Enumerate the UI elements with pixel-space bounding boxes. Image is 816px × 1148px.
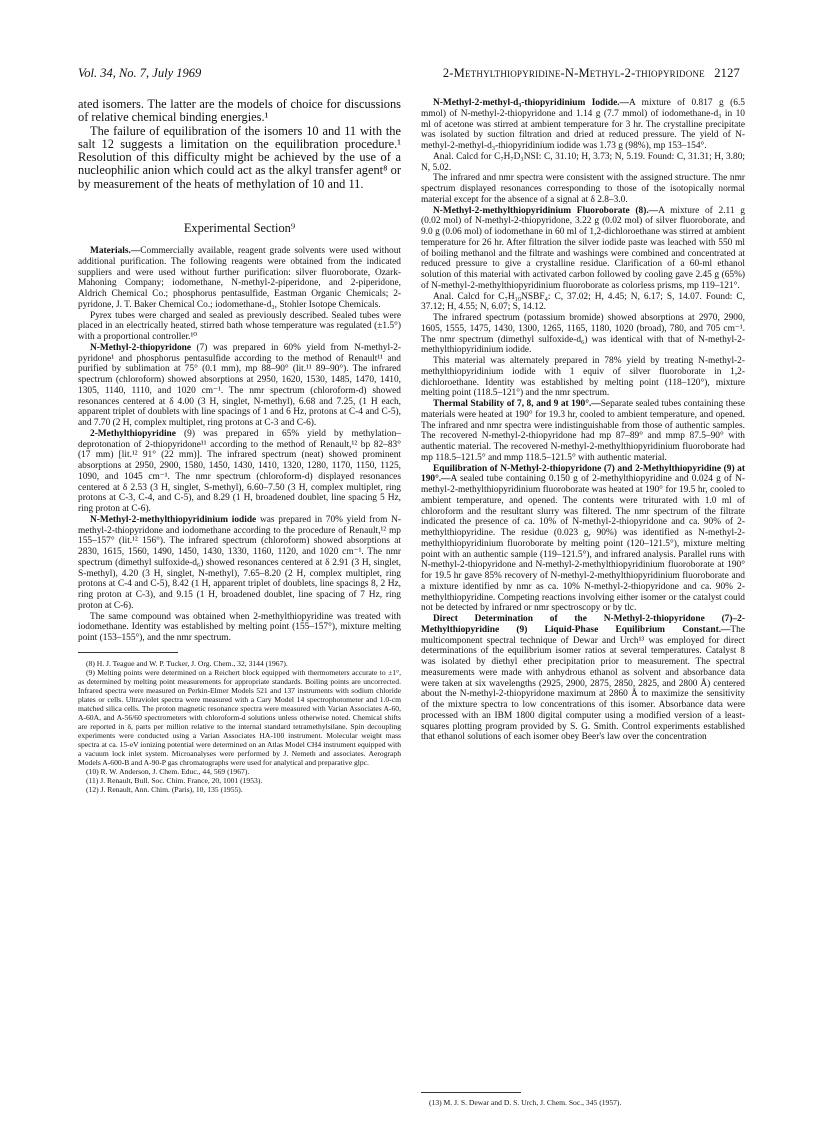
left-column — [78, 98, 401, 794]
direct-determination-text: The multicomponent spectral technique of Dewar and Urch¹³ was employed for direct determinations of the equilibrium isomer ratios at several temperatures. Catalyst 8 was isolated by diethyl ether precipitation prior to measurement. The spectral measurements were made with anhydrous ethanol as solvent and absorbance data were taken at six wavelengths (2925, 2900, 2875, 2850, 2825, and 2800 Å) centered about the N-methyl-2-thiopyridone maximum at 2860 Å to maximize the sensitivity of the mixture spectra to low concentrations of this isomer. Absorbance data were processed with an IBM 1800 digital computer using a modified version of a least-squares plotting program provided by S. G. Smith. Control experiments established that ethanol solutions of each isomer obey Beer's law over the concentration — [421, 624, 745, 743]
header-right — [443, 66, 740, 81]
compound-12-paragraph — [78, 515, 401, 612]
materials-text: Commercially available, reagent grade solvents were used without additional purification. The following reagents were obtained from the indicated suppliers and were used without further purification: silver fluoroborate, Ozark-Mahoning Company; iodomethane, N-methyl-2-piperidone, and 2-piperidone, Aldrich Chemical Co.; phosphorus pentasulfide, Eastman Organic Chemicals; 2-pyridone, J. T. Baker Chemical Co.; iodomethane-d₃, Stohler Isotope Chemicals. — [78, 246, 401, 310]
fluoroborate-heading: N-Methyl-2-methylthiopyridinium Fluoroborate (8).— — [433, 205, 659, 216]
right-column — [421, 98, 745, 743]
right-footnote-area — [421, 1092, 745, 1107]
fluoroborate-text: A mixture of 2.11 g (0.02 mol) of N-methyl-2-thiopyridone, 3.22 g (0.02 mol) of silver fluoroborate, and 9.0 g (0.06 mol) of iodomethane in 60 ml of 1,2-dichloroethane was stirred at ambient temperature for 26 hr. After filtration the silver iodide paste was leached with 550 ml of boiling methanol and the filtrate and washings were combined and concentrated at reduced pressure to give a crystalline residue. Clarification of a 60-ml ethanol solution of this material with activated carbon followed by cooling gave 2.45 g (65%) of N-methyl-2-methylthiopyridinium fluoroborate as colorless prisms, mp 119–121°. — [421, 205, 745, 291]
footnote-11: (11) J. Renault, Bull. Soc. Chim. France, 20, 1001 (1953). — [86, 775, 263, 785]
compound-7-paragraph — [78, 343, 401, 429]
running-header — [78, 66, 740, 82]
thermal-stability-text: Separate sealed tubes containing these materials were heated at 190° for 19.3 hr, cooled to ambient temperature, and opened. The infrared and nmr spectra were indistinguishable from those of authentic samples. The recovered N-methyl-2-thiopyridone had mp 87–89° and mmp 87.5–90° with authentic material. The recovered N-methyl-2-methylthiopyridinium fluoroborate had mp 118.5–121.5° and mmp 118.5–121.5° with authentic material. — [421, 399, 745, 463]
thermal-stability-heading: Thermal Stability of 7, 8, and 9 at 190°.— — [433, 399, 601, 409]
footnote-8: (8) H. J. Teague and W. P. Tucker, J. Org. Chem., 32, 3144 (1967). — [86, 658, 288, 668]
journal-volume-info: Vol. 34, No. 7, July 1969 — [78, 66, 202, 80]
footnote-10: (10) R. W. Anderson, J. Chem. Educ., 44, 569 (1967). — [86, 766, 250, 776]
footnote-13: (13) M. J. S. Dewar and D. S. Urch, J. Chem. Soc., 345 (1957). — [429, 1098, 622, 1107]
footnote-divider — [78, 652, 178, 653]
d3-iodide-heading: N-Methyl-2-methyl-d₃-thiopyridinium Iodide.— — [433, 98, 629, 108]
d3-iodide-text: A mixture of 0.817 g (6.5 mmol) of N-methyl-2-thiopyridone and 1.14 g (7.7 mmol) of iodomethane-d₃ in 10 ml of acetone was stirred at ambient temperature for 3 hr. The crystalline precipitate was isolated by suction filtration and dried at reduced pressure. The yield of N-methyl-2-methyl-d₃-thiopyridinium iodide was 1.73 g (98%), mp 153–154°. — [421, 98, 745, 151]
running-title: 2-Methylthiopyridine-N-Methyl-2-thiopyridone — [442, 66, 705, 80]
section-heading: Experimental Section⁹ — [183, 221, 296, 236]
materials-paragraph — [78, 246, 401, 311]
thermal-stability-paragraph — [421, 399, 745, 464]
d3-iodide-paragraph — [421, 98, 745, 152]
same-compound-paragraph: The same compound was obtained when 2-methylthiopyridine was treated with iodomethane. Identity was established by melting point (155–157°), mixture melting point (153–155°), and the nmr spectrum. — [78, 611, 401, 644]
fluoroborate-spectra: The infrared spectrum (potassium bromide) showed absorptions at 2970, 2900, 1605, 1555, 1475, 1430, 1300, 1265, 1165, 1180, 1020 (broad), 780, and 705 cm⁻¹. The nmr spectrum (dimethyl sulfoxide-d₆) was identical with that of N-methyl-2-methylthiopyridinium iodide. — [421, 313, 745, 356]
materials-heading: Materials.— — [90, 246, 141, 257]
footnote-12: (12) J. Renault, Ann. Chim. (Paris), 10, 135 (1955). — [86, 784, 243, 794]
equilibration-heading: Equilibration of N-Methyl-2-thiopyridone (7) and 2-Methylthiopyridine (9) at 190°.— — [421, 463, 745, 485]
intro-paragraph-continued: ated isomers. The latter are the models of choice for discussions of relative chemical binding energies.¹ — [78, 97, 401, 125]
compound-9-paragraph — [78, 429, 401, 515]
fluoroborate-alternate: This material was alternately prepared in 78% yield by treating N-methyl-2-methylthiopyridinium iodide with 1 equiv of silver fluoroborate in 1,2-dichloroethane. Identity was established by melting point (118–120°), mixture melting point (118.5–121°) and the nmr spectrum. — [421, 356, 745, 399]
compound-12-heading: N-Methyl-2-methylthiopyridinium iodide — [90, 514, 257, 525]
compound-12-text: was prepared in 70% yield from N-methyl-2-thiopyridone and iodomethane according to the procedure of Renault,¹² mp 155–157° (lit.¹² 156°). The infrared spectrum (chloroform) showed absorptions at 2830, 1615, 1560, 1490, 1450, 1430, 1330, 1160, 1120, and 1020 cm⁻¹. The nmr spectrum (dimethyl sulfoxide-d₆) showed resonances centered at δ 2.91 (3 H, singlet, S-methyl), 4.20 (3 H, singlet, N-methyl), 7.65–8.20 (2 H, complex multiplet, ring protons at C-4 and C-5), 8.42 (1 H, apparent triplet of doublets, line spacings 8, 2 Hz, ring proton at C-3), and 9.15 (1 H, broadened doublet, line spacing of 7 Hz, ring proton at C-6). — [78, 514, 401, 611]
compound-7-heading: N-Methyl-2-thiopyridone — [90, 342, 192, 353]
d3-spectra: The infrared and nmr spectra were consistent with the assigned structure. The nmr spectrum displayed resonances corresponding to those of the isotopically normal material except for the absence of a signal at δ 2.8–3.0. — [421, 173, 745, 205]
compound-7-text: (7) was prepared in 60% yield from N-methyl-2-pyridone¹ and phosphorus pentasulfide according to the method of Renault¹¹ and purified by sublimation at 75° (0.1 mm), mp 88–90° (lit.¹¹ 89–90°). The infrared spectrum (chloroform) showed absorptions at 2950, 1620, 1530, 1485, 1470, 1410, 1305, 1140, 1110, and 1020 cm⁻¹. The nmr spectrum (chloroform-d) showed resonances centered at δ 4.00 (3 H, singlet, N-methyl), 6.68 and 7.25, (1 H each, apparent triplet of doublets with line spacings of 1 and 6 Hz, protons at C-4 and C-5), and 7.70 (2 H, complex multiplet, ring protons at C-3 and C-6). — [78, 342, 401, 429]
intro-paragraph: The failure of equilibration of the isomers 10 and 11 with the salt 12 suggests a limitation on the equilibration procedure.¹ Resolution of this difficulty might be achieved by the use of a nucleophilic anion which could act as the alkyl transfer agent⁸ or by measurement of the heats of methylation of 10 and 11. — [78, 123, 401, 191]
fluoroborate-analysis: Anal. Calcd for C₇H₁₀NSBF₄: C, 37.02; H, 4.45; N, 6.17; S, 14.07. Found: C, 37.12; H, 4.55; N, 6.07; S, 14.12. — [421, 291, 745, 313]
pyrex-paragraph: Pyrex tubes were charged and sealed as previously described. Sealed tubes were placed in an electrically heated, stirred bath whose temperature was regulated (±1.5°) with a proportional controller.¹⁰ — [78, 310, 401, 343]
footnote-9: (9) Melting points were determined on a Reichert block equipped with thermometers accurate to ±1°, as determined by melting point measurements for appropriate standards. Boiling points are uncorrected. Infrared spectra were measured on Perkin-Elmer Models 521 and 137 instruments with sodium chloride plates or cells. Ultraviolet spectra were measured with a Cary Model 14 spectrophotometer and 1.0-cm matched silica cells. The proton magnetic resonance spectra were measured with Varian Associates A-60, A-60A, and A-56/60 spectrometers with chloroform-d solutions unless otherwise noted. Chemical shifts are reported in δ, parts per million relative to the internal standard tetramethylsilane. Spin decoupling experiments were conducted using a Varian Associates HA-100 instrument. Molecular weight mass spectra at ca. 15-eV ionizing potential were determined on an Atlas Model CH4 instrument equipped with a vacuum lock inlet system. Microanalyses were performed by J. Nemeth and associates. Aerograph Models A-600-B and A-90-P gas chromatographs were used for analytical and preparative glpc. — [78, 667, 401, 767]
equilibration-paragraph — [421, 464, 745, 615]
equilibration-text: A sealed tube containing 0.150 g of 2-methylthiopyridine and 0.024 g of N-methyl-2-methylthiopyridinium fluoroborate was heated at 190° for 19.5 hr, cooled to ambient temperature, and opened. The contents were triturated with 1.0 ml of chloroform and the resultant slurry was filtered. The nmr spectrum of the filtrate indicated the presence of ca. 10% of N-methyl-2-thiopyridone and ca. 90% of 2-methylthiopyridine. The residue (0.023 g, 90%) was identified as N-methyl-2-methylthiopyridinium fluoroborate by melting point (120–121.5°), mixture melting point with an authentic sample (119–121.5°), and infrared analysis. Parallel runs with N-methyl-2-thiopyridone and N-methyl-2-methylthiopyridinium fluoroborate at 190° for 19.5 hr gave 85% recovery of N-methyl-2-methylthiopyridinium fluoroborate and a mixture identified by nmr as ca. 10% N-methyl-2-thiopyridone and ca. 90% 2-methylthiopyridine. Competing reactions involving either isomer or the catalyst could not be detected by infrared or nmr spectroscopy or by tlc. — [421, 474, 745, 614]
right-footnote-divider — [421, 1092, 521, 1093]
page-number: 2127 — [714, 66, 740, 80]
direct-determination-heading: Direct Determination of the N-Methyl-2-thiopyridone (7)–2-Methylthiopyridine (9) Liquid-Phase Equilibrium Constant.— — [421, 614, 745, 635]
direct-determination-paragraph — [421, 614, 745, 743]
compound-9-heading: 2-Methylthiopyridine — [90, 428, 176, 439]
d3-analysis: Anal. Calcd for C₇H₇D₃NSI: C, 31.10; H, 3.73; N, 5.19. Found: C, 31.31; H, 3.80; N, 5.02. — [421, 151, 745, 173]
fluoroborate-paragraph — [421, 206, 745, 292]
compound-9-text: (9) was prepared in 65% yield by methylation–deprotonation of 2-thiopyridone¹¹ according to the method of Renault,¹² bp 82–83° (17 mm) [lit.¹² 91° (22 mm)]. The infrared spectrum (neat) showed prominent absorptions at 2950, 2900, 1580, 1450, 1430, 1410, 1320, 1280, 1170, 1150, 1125, 1090, and 1045 cm⁻¹. The nmr spectrum (chloroform-d) displayed resonances centered at δ 2.53 (3 H, singlet, S-methyl), 6.60–7.50 (3 H, complex multiplet, ring protons at C-3, C-4, and C-5), and 8.29 (1 H, broadened doublet, line spacing 5 Hz, ring proton at C-6). — [78, 428, 401, 515]
